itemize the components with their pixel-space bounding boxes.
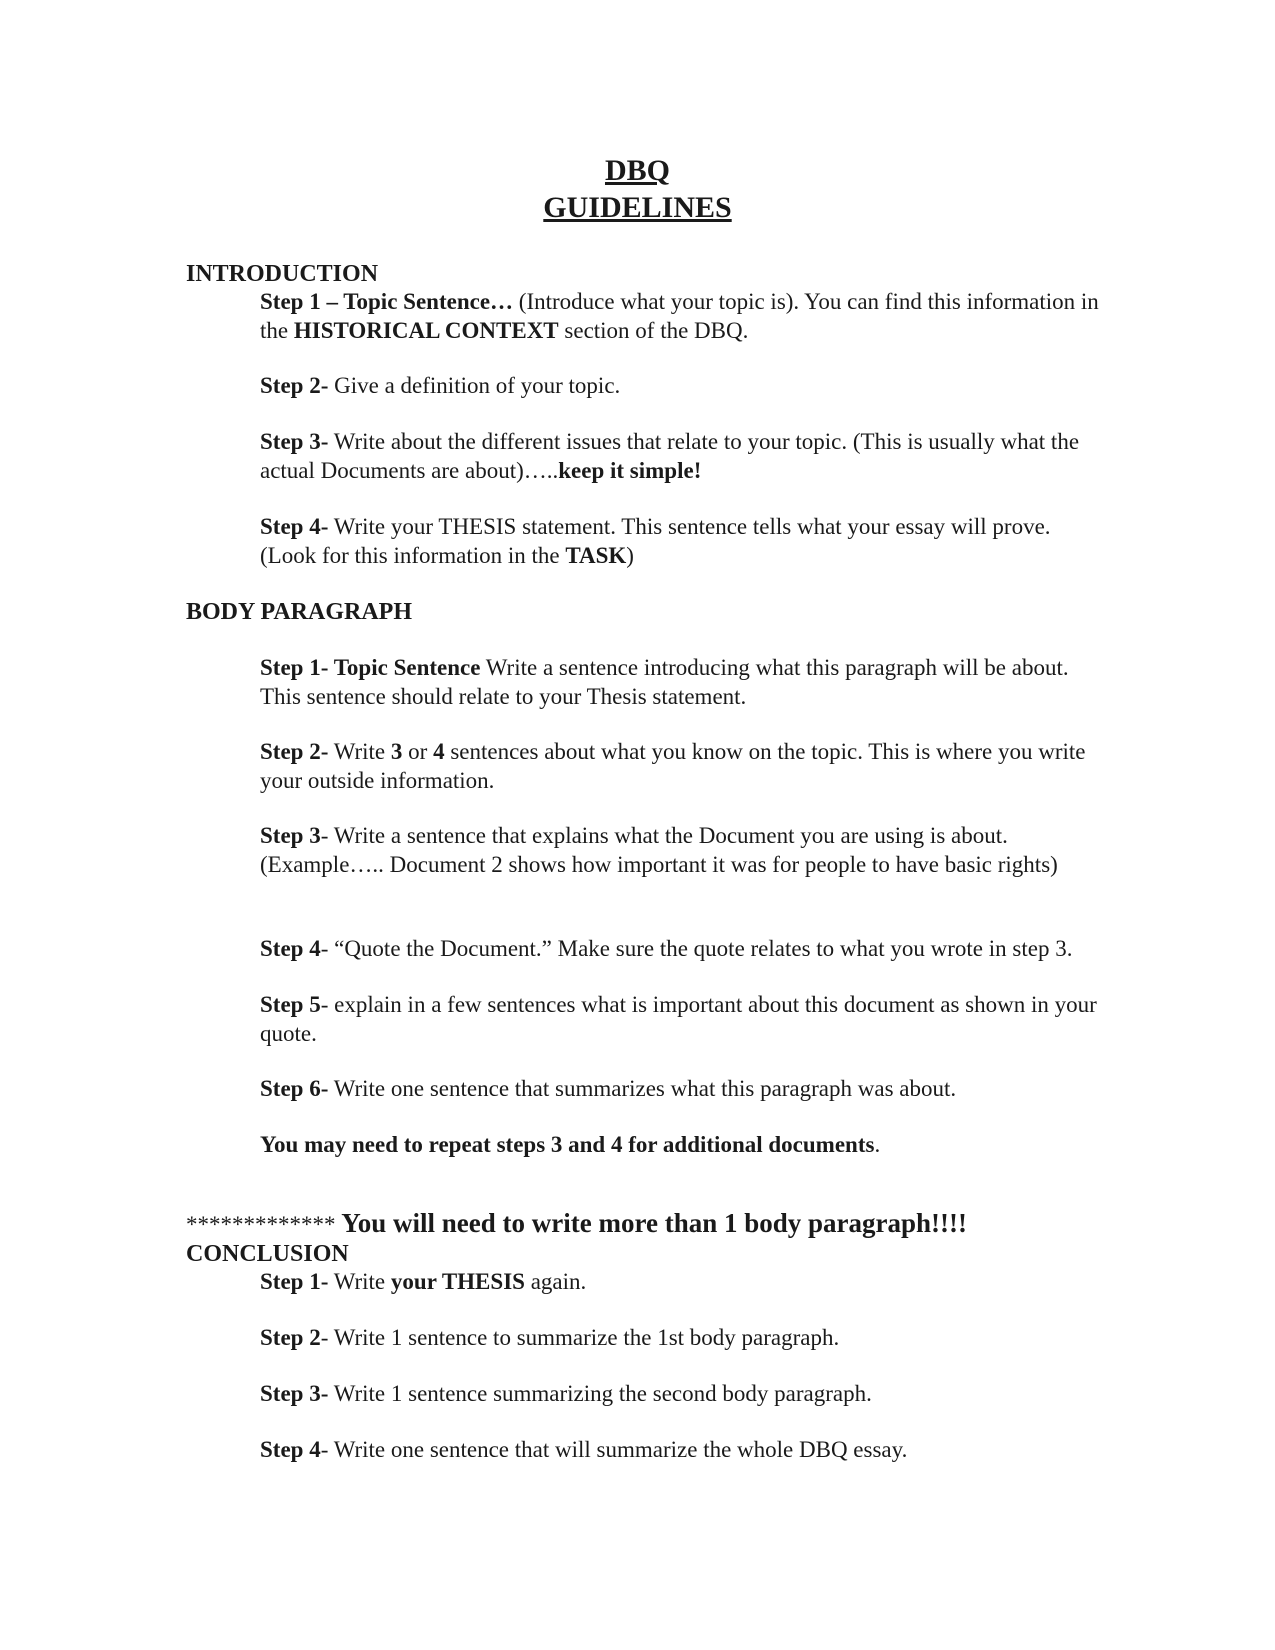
intro-step-1-text-end: section of the DBQ. xyxy=(558,317,749,343)
intro-step-1-emph: HISTORICAL CONTEXT xyxy=(293,317,559,343)
body-step-6-text: Write one sentence that summarizes what this paragraph was about. xyxy=(328,1076,957,1101)
intro-step-2-label: Step 2- xyxy=(260,373,329,398)
body-step-3-text: - Write a sentence that explains what the Document you are using is about. (Example….. Document 2 shows how important it was for people to have basic rights) xyxy=(260,823,1058,877)
conclusion-step-3 xyxy=(260,1380,1100,1409)
body-step-4-label: Step 4 xyxy=(260,936,321,961)
conclusion-step-4-label: Step 4 xyxy=(260,1437,321,1462)
repeat-note xyxy=(260,1131,1100,1160)
conclusion-heading: CONCLUSION xyxy=(186,1241,349,1267)
body-step-1-text: Write a sentence introducing what this paragraph will be about. This sentence should relate to your Thesis statement. xyxy=(260,655,1069,709)
intro-step-3 xyxy=(260,428,1100,485)
body-step-6-label: Step 6- xyxy=(260,1076,329,1101)
intro-step-1 xyxy=(260,288,1100,345)
intro-step-2-text: Give a definition of your topic. xyxy=(328,373,621,398)
body-step-2-text-end: sentences about what you know on the topic. This is where you write your outside information. xyxy=(260,739,1086,793)
conclusion-step-3-text: Write 1 sentence summarizing the second body paragraph. xyxy=(328,1381,872,1406)
introduction-heading: INTRODUCTION xyxy=(186,261,379,287)
conclusion-step-4 xyxy=(260,1436,1100,1465)
body-step-6 xyxy=(260,1075,1100,1104)
body-step-3 xyxy=(260,822,1100,879)
body-step-5-label: Step 5 xyxy=(260,992,321,1017)
conclusion-step-1-text-end: again. xyxy=(524,1269,587,1294)
body-step-3-label: Step 3 xyxy=(260,823,321,848)
conclusion-step-1-text: Write xyxy=(328,1269,391,1294)
intro-step-4-text-end: ) xyxy=(626,542,634,568)
body-step-4-text: - “Quote the Document.” Make sure the quote relates to what you wrote in step 3. xyxy=(320,936,1073,961)
conclusion-step-3-label: Step 3- xyxy=(260,1381,329,1406)
repeat-note-text: You may need to repeat steps 3 and 4 for additional documents xyxy=(260,1132,875,1157)
intro-step-1-text: (Introduce what your topic is). You can find this information in the xyxy=(260,289,1099,343)
conclusion-step-2 xyxy=(260,1324,1100,1353)
intro-step-4-emph: TASK xyxy=(565,542,627,568)
body-step-5 xyxy=(260,991,1100,1048)
conclusion-step-1-label: Step 1- xyxy=(260,1269,329,1294)
intro-step-4-text: Write your THESIS statement. This sentence tells what your essay will prove. (Look for this information in the xyxy=(260,514,1051,568)
repeat-note-period: . xyxy=(874,1132,881,1157)
body-step-2-num4: 4 xyxy=(433,739,445,764)
body-step-2 xyxy=(260,738,1100,795)
conclusion-step-2-text: - Write 1 sentence to summarize the 1st body paragraph. xyxy=(320,1325,840,1350)
intro-step-3-emph: keep it simple! xyxy=(558,457,702,483)
intro-step-4 xyxy=(260,513,1100,570)
more-paragraphs-note xyxy=(186,1208,967,1240)
body-step-1 xyxy=(260,654,1100,711)
more-paragraphs-text: You will need to write more than 1 body paragraph!!!! xyxy=(341,1208,967,1238)
body-step-1-label: Step 1- Topic Sentence xyxy=(260,655,481,680)
body-step-2-label: Step 2- xyxy=(260,739,329,764)
body-paragraph-heading: BODY PARAGRAPH xyxy=(186,599,412,625)
intro-step-2 xyxy=(260,372,1100,401)
intro-step-3-text: Write about the different issues that relate to your topic. (This is usually what the actual Documents are about)….. xyxy=(260,429,1080,483)
intro-step-1-label: Step 1 – Topic Sentence… xyxy=(260,289,514,314)
body-step-2-num3: 3 xyxy=(390,739,403,764)
conclusion-step-1-emph: your THESIS xyxy=(390,1269,525,1294)
intro-step-4-label: Step 4- xyxy=(260,514,329,539)
body-step-2-text: Write xyxy=(328,739,391,764)
body-step-4 xyxy=(260,935,1100,964)
body-step-2-or: or xyxy=(402,739,434,764)
conclusion-step-1 xyxy=(260,1268,1100,1297)
title-dbq: DBQ xyxy=(604,154,670,187)
stars-divider: ************* xyxy=(186,1212,342,1237)
conclusion-step-2-label: Step 2 xyxy=(260,1325,321,1350)
title-guidelines: GUIDELINES xyxy=(543,191,732,224)
conclusion-step-4-text: - Write one sentence that will summarize the whole DBQ essay. xyxy=(320,1437,908,1462)
body-step-5-text: - explain in a few sentences what is important about this document as shown in your quote. xyxy=(260,992,1097,1046)
intro-step-3-label: Step 3- xyxy=(260,429,329,454)
